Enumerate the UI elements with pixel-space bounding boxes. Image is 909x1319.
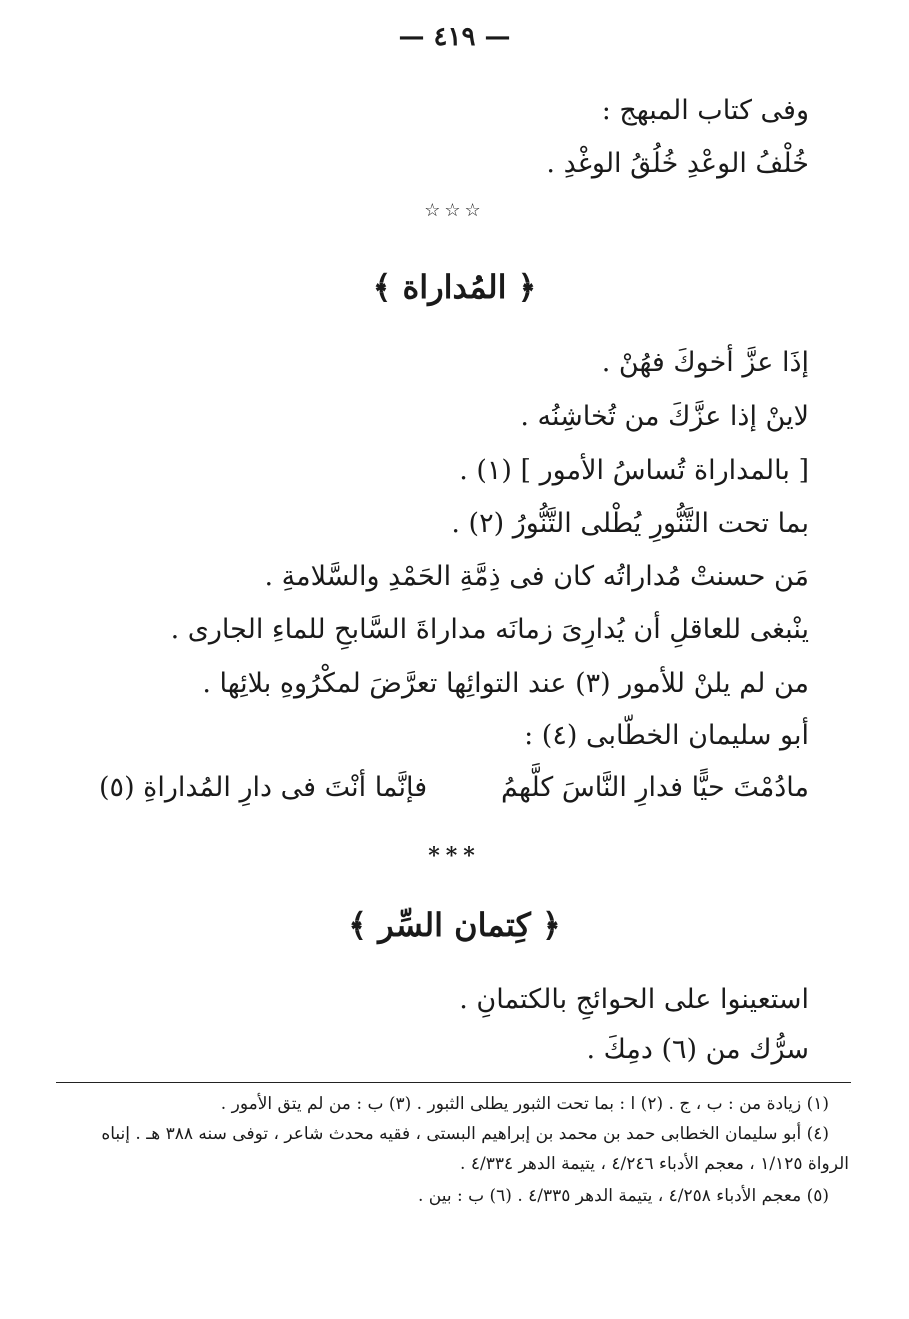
mudarat-line-8: أبو سليمان الخطّابى (٤) : xyxy=(524,720,809,751)
mudarat-line-1: إذَا عزَّ أخوكَ فهُنْ . xyxy=(601,347,809,378)
intro-quote-line: خُلْفُ الوعْدِ خُلُقُ الوغْدِ . xyxy=(546,148,809,179)
footnote-divider xyxy=(56,1082,851,1083)
kitman-line-1: استعينوا على الحوائجِ بالكتمانِ . xyxy=(459,984,809,1015)
footnote-line-1: (١) زيادة من : ب ، ج . (٢) ا : بما تحت الثبور يطلى الثبور . (٣) ب : من لم يتق الأمور . xyxy=(220,1094,829,1114)
mudarat-line-3: [ بالمداراة تُساسُ الأمور ] (١) . xyxy=(459,455,809,486)
section-heading-mudarat: ﴿ المُداراة ﴾ xyxy=(372,268,537,306)
separator-bold-stars: *** xyxy=(428,843,481,869)
separator-small-stars: ☆☆☆ xyxy=(424,200,485,221)
mudarat-line-5: مَن حسنتْ مُداراتُه كان فى ذِمَّةِ الحَمْدِ والسَّلامةِ . xyxy=(264,561,809,592)
verse-second-hemistich: فإنَّما أنْتَ فى دارِ المُداراةِ (٥) xyxy=(99,772,428,803)
mudarat-line-7: من لم يلنْ للأمور (٣) عند التوائِها تعرَّضَ لمكْرُوهِ بلائِها . xyxy=(202,668,809,699)
kitman-line-2: سرُّك من (٦) دمِكَ . xyxy=(586,1034,809,1065)
mudarat-line-2: لاينْ إذا عزَّكَ من تُخاشِنُه . xyxy=(520,401,809,432)
page-number: — ٤١٩ — xyxy=(398,22,511,52)
mudarat-line-6: ينْبغى للعاقلِ أن يُدارِىَ زمانَه مداراةَ السَّابحِ للماءِ الجارى . xyxy=(170,614,809,645)
mudarat-line-4: بما تحت التَّنُّورِ يُطْلى التَّنُّورُ (٢) . xyxy=(451,508,809,539)
footnote-line-4: (٥) معجم الأدباء ٤/٢٥٨ ، يتيمة الدهر ٤/٣٣٥ . (٦) ب : بين . xyxy=(417,1186,829,1206)
footnote-line-3: الرواة ١/١٢٥ ، معجم الأدباء ٤/٢٤٦ ، يتيمة الدهر ٤/٣٣٤ . xyxy=(460,1154,849,1174)
footnote-line-2: (٤) أبو سليمان الخطابى حمد بن محمد بن إبراهيم البستى ، فقيه محدث شاعر ، توفى سنه ٣٨٨ هـ . إنباه xyxy=(101,1124,829,1144)
intro-source-line: وفى كتاب المبهج : xyxy=(601,95,809,126)
verse-first-hemistich: مادُمْتَ حيًّا فدارِ النَّاسَ كلَّهمُ xyxy=(501,772,809,803)
section-heading-kitman: ﴿ كِتمان السِّر ﴾ xyxy=(348,906,561,944)
